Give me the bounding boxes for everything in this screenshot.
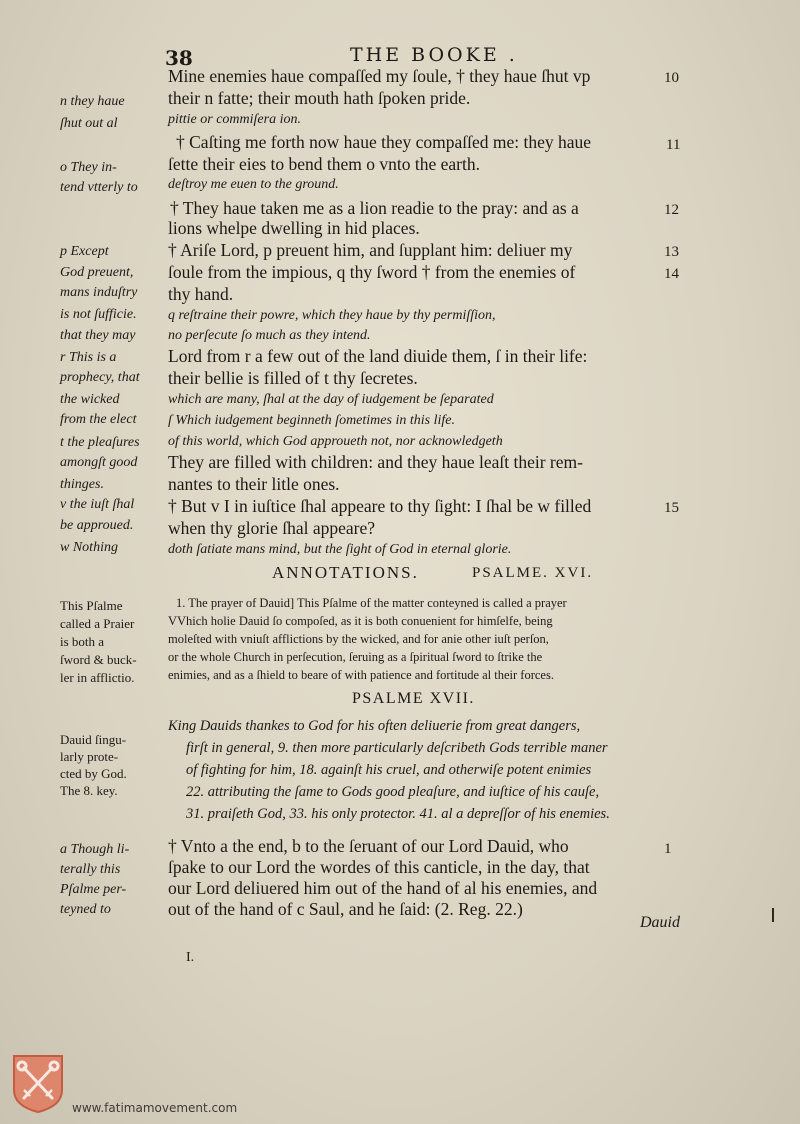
annotation-note: ler in afflictio. (60, 670, 135, 685)
text-line: † But v I in iuſtice ſhal appeare to thy ſight: I ſhal be w filled (168, 496, 592, 516)
margin-note: is not ſufficie. (60, 307, 137, 322)
running-title: THE BOOKE . (350, 44, 518, 66)
annotation-note: called a Praier (60, 616, 135, 631)
margin-note: r This is a (60, 350, 117, 365)
text-line: doth ſatiate mans mind, but the ſight of God in eternal glorie. (168, 542, 512, 557)
annotation-line: enimies, and as a ſhield to beare of with patience and fortitude al their forces. (168, 668, 554, 682)
margin-note: from the elect (60, 412, 137, 427)
text-line: lions whelpe dwelling in hid places. (168, 218, 420, 238)
text-line: no perſecute ſo much as they intend. (168, 328, 371, 343)
annotations-heading: ANNOTATIONS. (272, 563, 419, 582)
margin-note: Pſalme per- (60, 882, 127, 897)
text-line: † Caſting me forth now haue they compaſſed me: they haue (176, 132, 592, 152)
text-line: pittie or commiſera ion. (168, 112, 301, 127)
verse-number: 14 (664, 266, 679, 282)
verse-number: 12 (664, 202, 679, 218)
text-line: † Ariſe Lord, p preuent him, and ſupplant him: deliuer my (168, 240, 573, 260)
text-line: † They haue taken me as a lion readie to the pray: and as a (170, 198, 579, 218)
annotation-line: 1. The prayer of Dauid] This Pſalme of the matter conteyned is called a prayer (176, 596, 567, 610)
margin-note: the wicked (60, 392, 120, 407)
argument-note: Dauid ſingu- (60, 732, 127, 747)
text-line: which are many, ſhal at the day of iudgement be ſeparated (168, 392, 494, 407)
signature-mark: I. (186, 950, 195, 965)
text-line: deſtroy me euen to the ground. (168, 177, 339, 192)
annotation-line: or the whole Church in perſecution, ſeruing as a ſpiritual ſword to ſtrike the (168, 650, 543, 664)
annotation-line: moleſted with vniuſt afflictions by the wicked, and for anie other iuſt perſon, (168, 632, 549, 646)
margin-note: be approued. (60, 518, 134, 533)
margin-note: mans induſtry (60, 285, 138, 300)
crossed-keys-logo-icon (10, 1054, 66, 1114)
verse-number: 10 (664, 70, 679, 86)
text-line: They are filled with children: and they haue leaſt their rem- (168, 452, 583, 472)
argument-line: 22. attributing the ſame to Gods good pleaſure, and iuſtice of his cauſe, (186, 784, 600, 800)
margin-rule (772, 908, 774, 922)
catchword: Dauid (640, 914, 680, 931)
annotations-psalm-ref: PSALME. XVI. (472, 565, 594, 581)
text-line: ſette their eies to bend them o vnto the earth. (168, 154, 480, 174)
text-line: ſpake to our Lord the wordes of this canticle, in the day, that (168, 857, 590, 877)
text-line: Mine enemies haue compaſſed my ſoule, † they haue ſhut vp (168, 66, 591, 86)
text-line: their bellie is filled of t thy ſecretes. (168, 368, 418, 388)
argument-line: King Dauids thankes to God for his often deliuerie from great dangers, (168, 718, 581, 734)
argument-line: firſt in general, 9. then more particularly deſcribeth Gods terrible maner (186, 740, 608, 756)
margin-note: ſhut out al (60, 116, 118, 131)
text-line: q reſtraine their powre, which they haue by thy permiſſion, (168, 308, 496, 323)
text-line: ſ Which iudgement beginneth ſometimes in this life. (168, 413, 455, 428)
margin-note: amongſt good (60, 455, 138, 470)
margin-note: tend vtterly to (60, 180, 138, 195)
site-url[interactable]: www.fatimamovement.com (72, 1101, 238, 1115)
text-line: nantes to their litle ones. (168, 474, 340, 494)
page-number: 38 (165, 46, 193, 70)
margin-note: thinges. (60, 477, 104, 492)
verse-number: 15 (664, 500, 679, 516)
annotation-line: VVhich holie Dauid ſo compoſed, as it is both conuenient for himſelfe, being (168, 614, 553, 628)
margin-note: p Except (60, 244, 109, 259)
margin-note: teyned to (60, 902, 111, 917)
margin-note: prophecy, that (60, 370, 140, 385)
psalm-heading: PSALME XVII. (352, 690, 475, 707)
margin-note: n they haue (60, 94, 125, 109)
margin-note: o They in- (60, 160, 117, 175)
annotation-note: This Pſalme (60, 598, 123, 613)
text-line: of this world, which God approueth not, nor acknowledgeth (168, 434, 503, 449)
argument-line: 31. praiſeth God, 33. his only protector. 41. al a depreſſor of his enemies. (186, 806, 610, 822)
text-line: thy hand. (168, 284, 234, 304)
argument-note: cted by God. (60, 766, 127, 781)
margin-note: w Nothing (60, 540, 118, 555)
text-line: our Lord deliuered him out of the hand of al his enemies, and (168, 878, 598, 898)
margin-note: t the pleaſures (60, 435, 140, 450)
margin-note: that they may (60, 328, 136, 343)
annotation-note: ſword & buck- (60, 652, 137, 667)
text-line: out of the hand of c Saul, and he ſaid: (2. Reg. 22.) (168, 899, 523, 919)
annotation-note: is both a (60, 634, 105, 649)
margin-note: a Though li- (60, 842, 130, 857)
text-line: their n fatte; their mouth hath ſpoken pride. (168, 88, 471, 108)
text-line: † Vnto a the end, b to the ſeruant of our Lord Dauid, who (168, 836, 569, 856)
argument-note: larly prote- (60, 749, 119, 764)
verse-number: 1 (664, 841, 672, 857)
text-line: when thy glorie ſhal appeare? (168, 518, 375, 538)
argument-line: of fighting for him, 18. againſt his cruel, and otherwiſe potent enimies (186, 762, 592, 778)
margin-note: v the iuſt ſhal (60, 497, 135, 512)
margin-note: God preuent, (60, 265, 134, 280)
argument-note: The 8. key. (60, 783, 118, 798)
text-line: Lord from r a few out of the land diuide them, ſ in their life: (168, 346, 588, 366)
verse-number: 13 (664, 244, 679, 260)
verse-number: 11 (666, 137, 681, 153)
text-line: ſoule from the impious, q thy ſword † from the enemies of (168, 262, 576, 282)
margin-note: terally this (60, 862, 121, 877)
